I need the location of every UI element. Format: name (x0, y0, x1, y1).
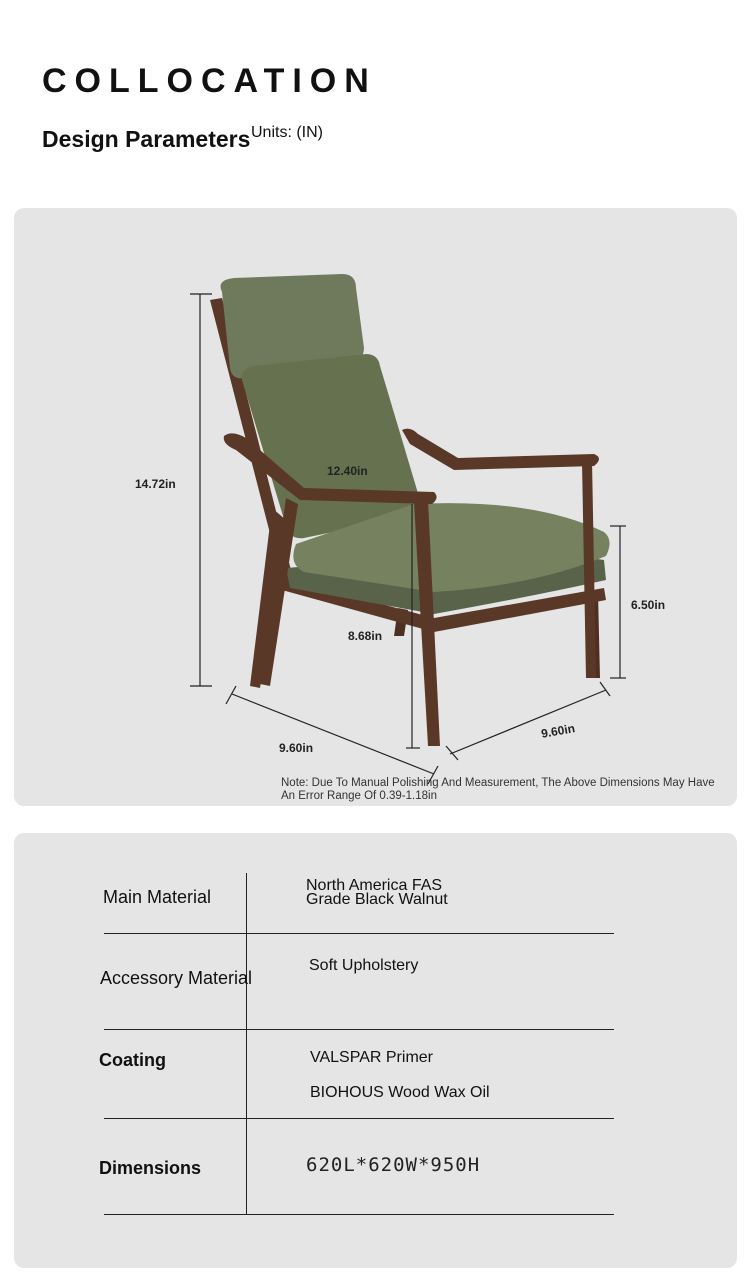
dimension-width-left-label: 9.60in (279, 741, 314, 755)
row-divider-2 (104, 1029, 614, 1030)
dimensions-value: 620L*620W*950H (306, 1154, 481, 1176)
product-dimension-panel (14, 208, 737, 806)
accessory-material-value: Soft Upholstery (309, 957, 419, 974)
dimension-seat-height-label: 6.50in (631, 598, 666, 612)
coating-value-primer: VALSPAR Primer (310, 1049, 433, 1066)
chair-right-armrest (402, 429, 599, 470)
accessory-material-label: Accessory Material (100, 968, 253, 988)
measurement-note: Note: Due To Manual Polishing And Measurement, The Above Dimensions May Have An Error Range Of 0.39-1.18in (281, 777, 715, 802)
dimension-seat-depth-label: 8.68in (348, 629, 383, 643)
armchair-illustration (14, 208, 737, 806)
subtitle-wrap (42, 126, 250, 153)
units-label: Units: (IN) (251, 124, 323, 141)
main-material-value-line1: North America FAS (306, 877, 443, 894)
coating-label: Coating (99, 1050, 166, 1070)
dimension-height-label: 14.72in (135, 477, 176, 491)
dimension-backrest-label: 12.40in (327, 464, 368, 478)
row-divider-4 (104, 1214, 614, 1215)
design-parameters-heading: Design Parameters (42, 126, 251, 152)
chair-right-front-leg (582, 460, 596, 678)
dimensions-label: Dimensions (99, 1158, 202, 1178)
row-divider-1 (104, 933, 614, 934)
coating-value-wax-oil: BIOHOUS Wood Wax Oil (310, 1084, 490, 1101)
main-material-label: Main Material (103, 887, 212, 907)
dimension-width-right-label: 9.60in (540, 721, 576, 741)
table-divider-vertical (246, 873, 247, 1214)
main-material-value-line2: Grade Black Walnut (306, 891, 448, 908)
page-title: COLLOCATION (42, 62, 377, 100)
spec-table-panel (14, 833, 737, 1268)
row-divider-3 (104, 1118, 614, 1119)
